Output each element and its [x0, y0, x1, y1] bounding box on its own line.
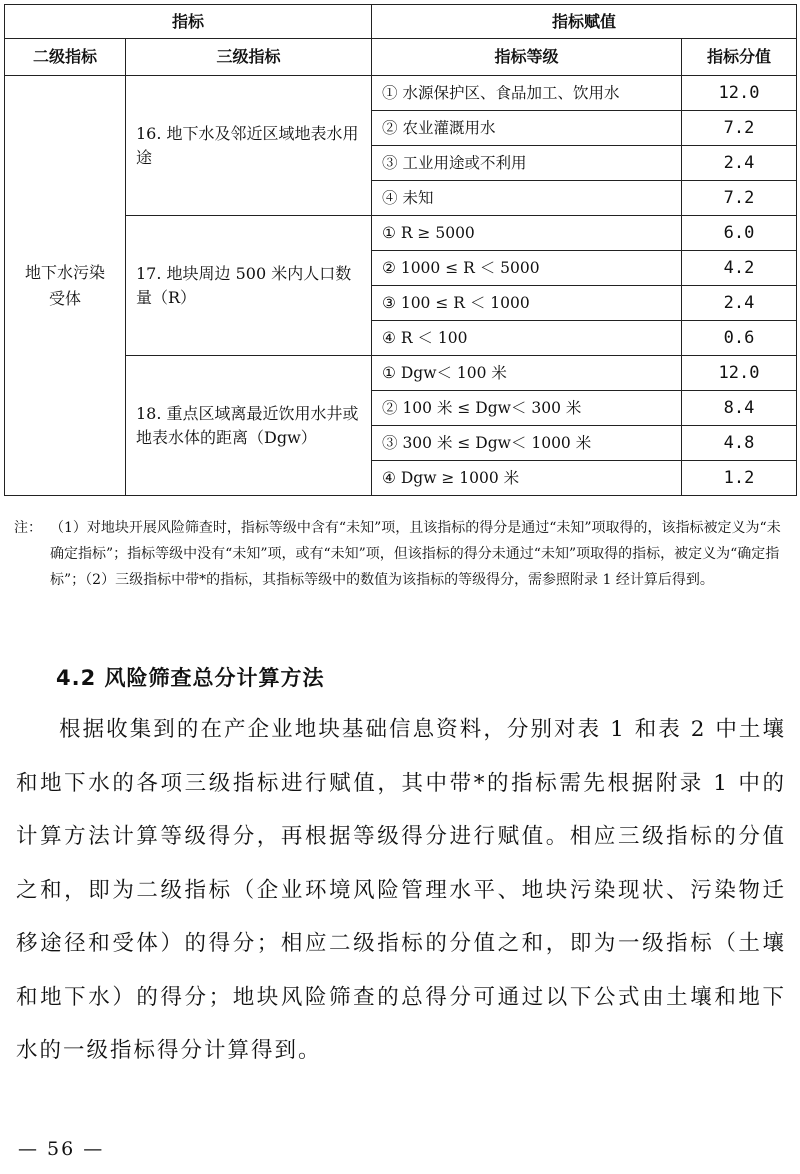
grade-cell: ③ 100 ≤ R ＜ 1000 [372, 286, 682, 321]
grade-cell: ④ 未知 [372, 181, 682, 216]
table-note [14, 515, 789, 593]
level3-cell: 16. 地下水及邻近区域地表水用途 [126, 76, 372, 216]
page-number: — 56 — [18, 1138, 105, 1160]
grade-cell: ④ Dgw ≥ 1000 米 [372, 461, 682, 496]
header-assignment: 指标赋值 [372, 5, 797, 39]
grade-cell: ② 农业灌溉用水 [372, 111, 682, 146]
table-row [5, 76, 797, 111]
grade-cell: ① R ≥ 5000 [372, 216, 682, 251]
note-text: （1）对地块开展风险筛查时，指标等级中含有“未知”项，且该指标的得分是通过“未知”项取得的，该指标被定义为“未确定指标”；指标等级中没有“未知”项，或有“未知”项，但该指标的得分未通过“未知”项取得的指标，被定义为“确定指标”；（2）三级指标中带*的指标，其指标等级中的数值为该指标的等级得分，需参照附录 1 经计算后得到。 [50, 520, 781, 588]
level3-cell: 18. 重点区域离最近饮用水井或地表水体的距离（Dgw） [126, 356, 372, 496]
score-cell: 6.0 [682, 216, 797, 251]
grade-cell: ④ R ＜ 100 [372, 321, 682, 356]
section-heading: 4.2 风险筛查总分计算方法 [56, 666, 325, 690]
grade-cell: ① Dgw＜ 100 米 [372, 356, 682, 391]
score-cell: 2.4 [682, 286, 797, 321]
col-level3: 三级指标 [126, 39, 372, 76]
score-cell: 1.2 [682, 461, 797, 496]
col-level2: 二级指标 [5, 39, 126, 76]
grade-cell: ① 水源保护区、食品加工、饮用水 [372, 76, 682, 111]
score-cell: 7.2 [682, 111, 797, 146]
grade-cell: ② 1000 ≤ R ＜ 5000 [372, 251, 682, 286]
grade-cell: ③ 300 米 ≤ Dgw＜ 1000 米 [372, 426, 682, 461]
level2-label: 地下水污染受体 [24, 262, 105, 308]
grade-cell: ③ 工业用途或不利用 [372, 146, 682, 181]
level3-cell: 17. 地块周边 500 米内人口数量（R） [126, 216, 372, 356]
body-paragraph: 根据收集到的在产企业地块基础信息资料，分别对表 1 和表 2 中土壤和地下水的各项三级指标进行赋值，其中带*的指标需先根据附录 1 中的计算方法计算等级得分，再根据等级得分进行赋值。相应三级指标的分值之和，即为二级指标（企业环境风险管理水平、地块污染现状、污染物迁移途径和受体）的得分；相应二级指标的分值之和，即为一级指标（土壤和地下水）的得分；地块风险筛查的总得分可通过以下公式由土壤和地下水的一级指标得分计算得到。 [16, 717, 786, 1063]
score-cell: 12.0 [682, 76, 797, 111]
col-grade: 指标等级 [372, 39, 682, 76]
score-cell: 8.4 [682, 391, 797, 426]
score-cell: 0.6 [682, 321, 797, 356]
col-score: 指标分值 [682, 39, 797, 76]
indicator-table [4, 4, 797, 496]
score-cell: 2.4 [682, 146, 797, 181]
grade-cell: ② 100 米 ≤ Dgw＜ 300 米 [372, 391, 682, 426]
level2-cell [5, 76, 126, 496]
score-cell: 4.8 [682, 426, 797, 461]
header-indicator: 指标 [5, 5, 372, 39]
score-cell: 7.2 [682, 181, 797, 216]
score-cell: 12.0 [682, 356, 797, 391]
note-label: 注： [14, 520, 42, 536]
score-cell: 4.2 [682, 251, 797, 286]
